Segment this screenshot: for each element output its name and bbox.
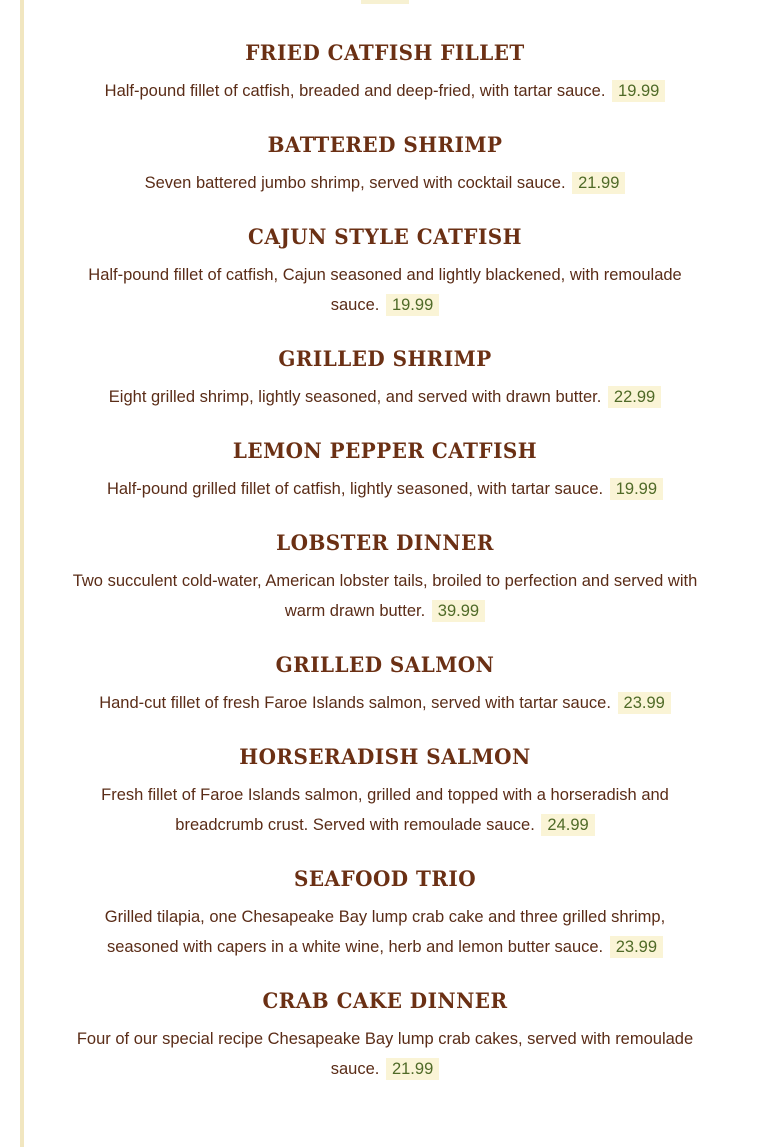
menu-item xyxy=(70,38,700,106)
menu-item-description-text: Hand-cut fillet of fresh Faroe Islands salmon, served with tartar sauce. xyxy=(99,694,611,712)
menu-item-description xyxy=(70,168,700,198)
left-border-rule xyxy=(20,0,24,1147)
menu-item-description xyxy=(70,688,700,718)
menu-item-name: CRAB CAKE DINNER xyxy=(262,988,508,1013)
menu-item xyxy=(70,864,700,962)
menu-item-price: 19.99 xyxy=(386,294,439,316)
menu-item-price: 24.99 xyxy=(541,814,594,836)
menu-item-description xyxy=(70,566,700,626)
menu-item-description xyxy=(70,76,700,106)
menu-item-name: LEMON PEPPER CATFISH xyxy=(232,438,538,463)
menu-item-name: HORSERADISH SALMON xyxy=(239,744,531,769)
menu-item-description-text: Seven battered jumbo shrimp, served with cocktail sauce. xyxy=(144,174,566,192)
menu-list xyxy=(70,38,700,1108)
menu-item xyxy=(70,222,700,320)
menu-item-description-text: Fresh fillet of Faroe Islands salmon, grilled and topped with a horseradish and breadcrumb crust. Served with remoulade sauce. xyxy=(101,786,669,834)
menu-item-name: CAJUN STYLE CATFISH xyxy=(248,224,522,249)
menu-item-description xyxy=(70,382,700,412)
menu-item-price: 21.99 xyxy=(572,172,625,194)
menu-item-description-text: Half-pound fillet of catfish, breaded and deep-fried, with tartar sauce. xyxy=(104,82,606,100)
menu-item-description-text: Half-pound grilled fillet of catfish, lightly seasoned, with tartar sauce. xyxy=(106,480,604,498)
menu-item-price: 19.99 xyxy=(612,80,665,102)
menu-item xyxy=(70,650,700,718)
menu-item xyxy=(70,130,700,198)
menu-item-description-text: Half-pound fillet of catfish, Cajun seasoned and lightly blackened, with remoulade sauce. xyxy=(88,266,682,314)
menu-item-description-text: Grilled tilapia, one Chesapeake Bay lump crab cake and three grilled shrimp, seasoned with capers in a white wine, herb and lemon butter sauce. xyxy=(104,908,666,956)
menu-item-name: GRILLED SALMON xyxy=(275,652,495,677)
menu-item-price: 23.99 xyxy=(610,936,663,958)
menu-item-name: FRIED CATFISH FILLET xyxy=(245,40,525,65)
menu-item xyxy=(70,436,700,504)
menu-item-name: SEAFOOD TRIO xyxy=(293,866,477,891)
menu-item-description xyxy=(70,902,700,962)
menu-item xyxy=(70,344,700,412)
menu-item xyxy=(70,986,700,1084)
menu-item xyxy=(70,742,700,840)
menu-item-price: 23.99 xyxy=(618,692,671,714)
menu-item-name: LOBSTER DINNER xyxy=(276,530,494,555)
menu-item xyxy=(70,528,700,626)
menu-item-name: GRILLED SHRIMP xyxy=(278,346,492,371)
menu-item-description xyxy=(70,780,700,840)
menu-item-price: 22.99 xyxy=(608,386,661,408)
menu-item-description xyxy=(70,260,700,320)
menu-item-description-text: Four of our special recipe Chesapeake Bay lump crab cakes, served with remoulade sauce. xyxy=(76,1030,694,1078)
menu-item-description-text: Eight grilled shrimp, lightly seasoned, and served with drawn butter. xyxy=(108,388,602,406)
menu-item-price: 19.99 xyxy=(610,478,663,500)
menu-item-description xyxy=(70,474,700,504)
previous-item-price-badge xyxy=(361,0,409,4)
menu-item-name: BATTERED SHRIMP xyxy=(267,132,503,157)
menu-item-description-text: Two succulent cold-water, American lobster tails, broiled to perfection and served with warm drawn butter. xyxy=(72,572,698,620)
menu-item-description xyxy=(70,1024,700,1084)
menu-item-price: 21.99 xyxy=(386,1058,439,1080)
menu-item-price: 39.99 xyxy=(432,600,485,622)
